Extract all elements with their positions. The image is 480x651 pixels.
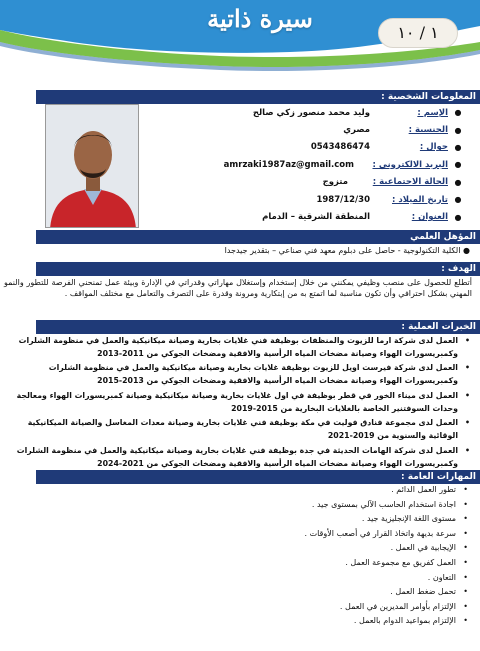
experience-item: • العمل لدى ميناء الخور في قطر بوظيفة في اول غلايات بخارية وصيانة ميكانيكية وصيانة كمبريسورات الهواء ومعالجة وحدات السوفتنير الخاصة بالغلايات البخارية من 2015-2019 — [6, 389, 472, 415]
bullet-icon: ● — [454, 125, 462, 135]
bullet-icon: ● — [454, 177, 462, 187]
info-value-marital: متزوج — [322, 177, 348, 188]
section-heading-experience: الخبرات العملية : — [36, 320, 480, 334]
bullet-icon: ● — [454, 142, 462, 152]
skill-item: • التعاون . — [170, 571, 470, 586]
bullet-icon: ● — [454, 160, 462, 170]
skill-item: • الإيجابية في العمل . — [170, 541, 470, 556]
info-label: تاريخ الميلاد : — [391, 194, 448, 205]
info-label: الإسم : — [417, 107, 448, 118]
education-line — [225, 246, 470, 255]
info-value-nationality: مصري — [343, 125, 370, 136]
profile-photo — [45, 104, 139, 228]
section-heading-skills: المهارات العامة : — [36, 470, 480, 484]
bullet-icon: ● — [460, 246, 470, 255]
skill-item: • مستوى اللغة الإنجليزية جيد . — [170, 512, 470, 527]
experience-item: • العمل لدى شركة فيرست اويل للزيوت بوظيفة غلايات بخارية وصيانة ميكانيكية والعمل في منظومة الشلرات وكمبريسورات الهواء وصيانة مضخات المياه الرأسية والافقية ومضخات الجوكي من 2013-2015 — [6, 361, 472, 387]
skill-item: • الإلتزام بمواعيد الدوام بالعمل . — [170, 614, 470, 629]
info-value-name: وليد محمد منصور زكي صالح — [252, 107, 370, 118]
skill-item: • سرعة بديهة واتخاذ القرار في أصعب الأوقات . — [170, 527, 470, 542]
personal-info-list — [162, 104, 462, 226]
objective-text: أتطلع للحصول على منصب وظيفي يمكنني من خلال إستخدام وإستغلال مهاراتي وقدراتي في الإدارة وبيئة عمل تمنحني الفرصة للتطور والنمو المهني بشكل احترافي وأن تكون مناسبة لما اتمتع به من إبتكارية ومرونة وقدرة على التصرف والتعامل مع مختلف المواقف . — [4, 278, 472, 298]
bullet-icon: ● — [454, 195, 462, 205]
info-value-birthdate: 1987/12/30 — [316, 194, 370, 205]
skill-item: • اجادة استخدام الحاسب الآلي بمستوى جيد . — [170, 498, 470, 513]
info-value-mobile: 0543486474 — [310, 142, 370, 153]
section-heading-objective: الهدف : — [36, 262, 480, 276]
page-number-badge: ١ / ١٠ — [378, 18, 458, 48]
skills-list — [170, 483, 470, 629]
info-label: جوال : — [419, 142, 448, 153]
info-label: البريد الالكتروني : — [372, 159, 448, 170]
info-value-address: المنطقة الشرقية – الدمام — [262, 212, 370, 223]
info-label: العنوان : — [411, 212, 448, 223]
skill-item: • العمل كفريق مع مجموعة العمل . — [170, 556, 470, 571]
info-row-nationality — [162, 121, 462, 138]
skill-item: • تحمل ضغط العمل . — [170, 585, 470, 600]
info-row-email — [162, 156, 462, 173]
info-row-birthdate — [162, 191, 462, 208]
info-row-marital — [162, 174, 462, 191]
experience-item: • العمل لدى شركة الهامات الحديثة في جدة بوظيفة فني غلايات بخارية وصيانة ميكانيكية والعمل في منظومة الشلرات وكمبريسورات الهواء وصيانة مضخات المياه الرأسية والافقية ومضخات الجوكي من 2021-2024 — [6, 444, 472, 470]
person-photo-icon — [46, 105, 139, 228]
bullet-icon: ● — [454, 212, 462, 222]
skill-item: • الإلتزام بأوامر المديرين في العمل . — [170, 600, 470, 615]
experience-list — [6, 334, 472, 471]
section-heading-personal: المعلومات الشخصية : — [36, 90, 480, 104]
info-value-email: amrzaki1987az@gmail.com — [223, 159, 354, 170]
education-text: الكلية التكنولوجية - حاصل على دبلوم معهد فني صناعي – بتقدير جيدجدا — [224, 246, 461, 255]
header-banner — [0, 0, 480, 80]
bullet-icon: ● — [454, 108, 462, 118]
info-row-mobile — [162, 139, 462, 156]
info-row-name — [162, 104, 462, 121]
section-heading-education: المؤهل العلمي — [36, 230, 480, 244]
page-title: سيرة ذاتية — [207, 4, 313, 33]
info-label: الحالة الاجتماعية : — [372, 177, 448, 188]
experience-item: • العمل لدى مجموعة فنادق فوليت في مكة بوظيفة فني غلايات بخارية وصيانة معدات المغاسل والصيانة الميكانيكية الوقائية والسنوية من 2019-2021 — [6, 416, 472, 442]
experience-item: • العمل لدى شركة ارما للزيوت والمنظفات بوظيفة فني غلايات بخارية وصيانة ميكانيكية والعمل في منظومة الشلرات وكمبريسورات الهواء وصيانة مضخات المياه الرأسية والافقية ومضخات الجوكي من 2011-2013 — [6, 334, 472, 360]
skill-item: • تطور العمل الدائم . — [170, 483, 470, 498]
info-label: الجنسية : — [408, 125, 448, 136]
info-row-address — [162, 208, 462, 225]
